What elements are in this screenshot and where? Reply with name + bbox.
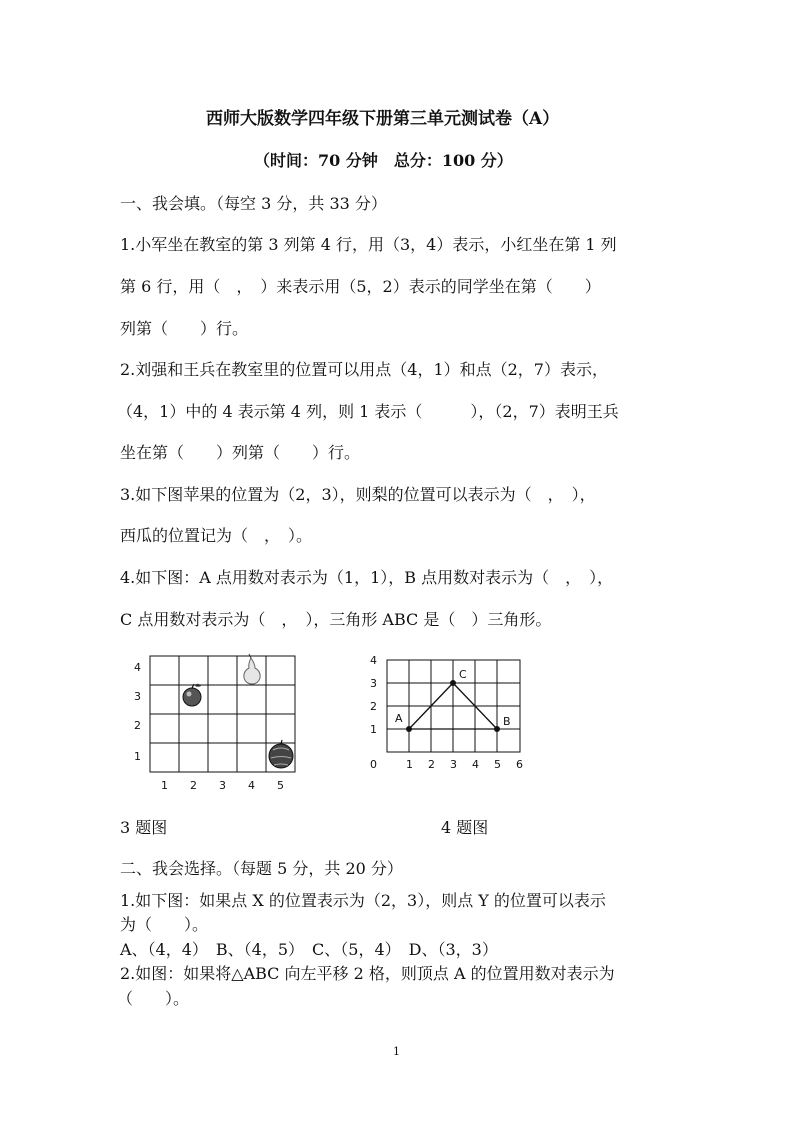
- question-1-3-line2: 西瓜的位置记为（ ， ）。: [120, 526, 313, 545]
- question-1-3-line1: 3.如下图苹果的位置为（2，3），则梨的位置可以表示为（ ， ），: [120, 485, 596, 504]
- fig4-x-label-4: 4: [472, 758, 479, 771]
- point-a-label: A: [395, 712, 403, 725]
- figure-4-gridlines: [387, 660, 520, 752]
- question-1-2-line3: 坐在第（ ）列第（ ）行。: [120, 443, 361, 462]
- fig3-x-label-2: 2: [190, 779, 197, 792]
- fig3-y-label-3: 3: [134, 690, 141, 703]
- fig3-x-label-4: 4: [248, 779, 255, 792]
- fig3-y-label-2: 2: [134, 719, 141, 732]
- fig4-x-label-6: 6: [516, 758, 523, 771]
- page-number: 1: [393, 1045, 400, 1058]
- fig4-x-label-5: 5: [494, 758, 501, 771]
- point-b: [494, 726, 500, 732]
- fig4-y-label-1: 1: [370, 723, 377, 736]
- fig4-x-label-3: 3: [450, 758, 457, 771]
- fig3-y-label-1: 1: [134, 750, 141, 763]
- point-c: [450, 680, 456, 686]
- question-1-1-line2: 第 6 行，用（ ， ）来表示用（5，2）表示的同学坐在第（ ）: [120, 277, 601, 296]
- point-c-label: C: [459, 668, 467, 681]
- pear-icon: [244, 654, 260, 684]
- section1-heading: 一、我会填。（每空 3 分，共 33 分）: [120, 194, 387, 213]
- question-2-1-line1: 1.如下图：如果点 X 的位置表示为（2，3），则点 Y 的位置可以表示: [120, 891, 606, 910]
- watermelon-icon: [269, 740, 293, 768]
- question-2-2-line1: 2.如图：如果将△ABC 向左平移 2 格，则顶点 A 的位置用数对表示为: [120, 964, 615, 983]
- fig3-x-label-1: 1: [161, 779, 168, 792]
- fig4-x-label-1: 1: [406, 758, 413, 771]
- question-1-4-line1: 4.如下图：A 点用数对表示为（1，1），B 点用数对表示为（ ， ），: [120, 568, 614, 587]
- fig3-x-label-3: 3: [219, 779, 226, 792]
- fig3-y-label-4: 4: [134, 661, 141, 674]
- figure-3-grid: [128, 652, 308, 797]
- question-1-1-line1: 1.小军坐在教室的第 3 列第 4 行，用（3，4）表示，小红坐在第 1 列: [120, 235, 617, 254]
- fig4-y-label-2: 2: [370, 700, 377, 713]
- figure-3-caption: 3 题图: [120, 818, 168, 837]
- question-2-2-line2: （ ）。: [117, 989, 190, 1008]
- figure-4-caption: 4 题图: [441, 818, 489, 837]
- apple-icon: [183, 684, 201, 706]
- page-subtitle: （时间：70 分钟 总分：100 分）: [254, 151, 513, 170]
- question-2-1-line2: 为（ ）。: [120, 915, 209, 934]
- fig4-y-label-3: 3: [370, 677, 377, 690]
- figure-4-grid: [366, 652, 536, 777]
- question-1-1-line3: 列第（ ）行。: [120, 319, 249, 338]
- fig4-x-label-2: 2: [428, 758, 435, 771]
- fig4-x-label-0: 0: [370, 758, 377, 771]
- question-2-1-options: A、（4，4） B、（4，5） C、（5，4） D、（3，3）: [120, 940, 498, 959]
- question-1-2-line1: 2.刘强和王兵在教室里的位置可以用点（4，1）和点（2，7）表示，: [120, 360, 608, 379]
- question-1-2-line2: （4，1）中的 4 表示第 4 列，则 1 表示（ ），（2，7）表明王兵: [117, 402, 619, 421]
- fig3-x-label-5: 5: [277, 779, 284, 792]
- point-b-label: B: [503, 715, 511, 728]
- point-a: [406, 726, 412, 732]
- page-title: 西师大版数学四年级下册第三单元测试卷（A）: [206, 109, 560, 129]
- question-1-4-line2: C 点用数对表示为（ ， ），三角形 ABC 是（ ）三角形。: [120, 610, 552, 629]
- section2-heading: 二、我会选择。（每题 5 分，共 20 分）: [120, 859, 403, 878]
- fig4-y-label-4: 4: [370, 654, 377, 667]
